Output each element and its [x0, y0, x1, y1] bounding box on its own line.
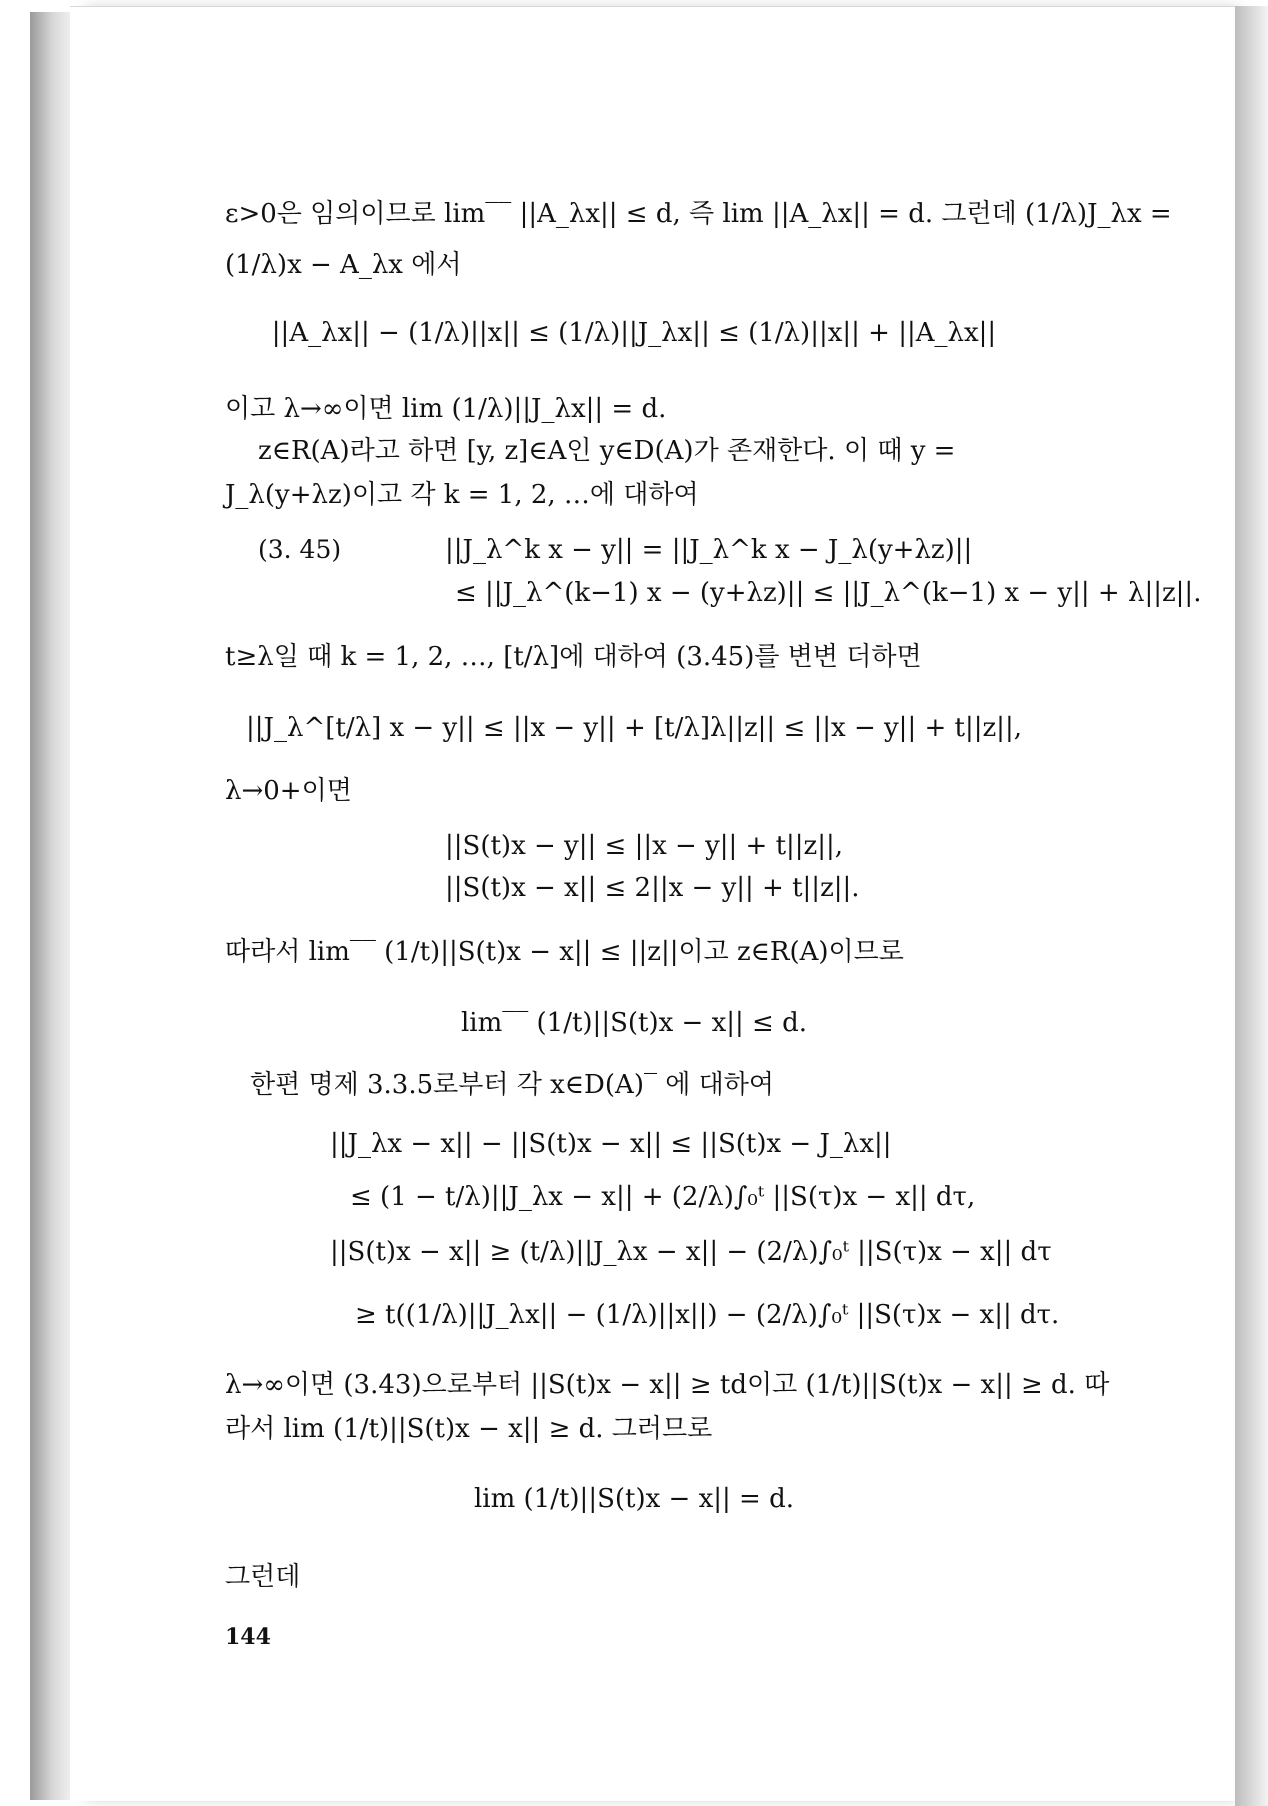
- equation-line: ||S(t)x − x|| ≤ 2||x − y|| + t||z||.: [445, 873, 860, 903]
- text-line: J_λ(y+λz)이고 각 k = 1, 2, …에 대하여: [225, 480, 699, 510]
- equation-line: ≤ ||J_λ^(k−1) x − (y+λz)|| ≤ ||J_λ^(k−1) x − y|| + λ||z||.: [455, 578, 1202, 608]
- text-line: t≥λ일 때 k = 1, 2, …, [t/λ]에 대하여 (3.45)를 변변 더하면: [225, 642, 922, 672]
- text-line: z∈R(A)라고 하면 [y, z]∈A인 y∈D(A)가 존재한다. 이 때 y =: [258, 436, 956, 466]
- text-line: ε>0은 임의이므로 lim‾‾ ||A_λx|| ≤ d, 즉 lim ||A_λx|| = d. 그런데 (1/λ)J_λx =: [225, 199, 1172, 229]
- equation-line: ||A_λx|| − (1/λ)||x|| ≤ (1/λ)||J_λx|| ≤ (1/λ)||x|| + ||A_λx||: [271, 318, 997, 348]
- text-line: (1/λ)x − A_λx 에서: [225, 250, 462, 280]
- text-line: 따라서 lim‾‾ (1/t)||S(t)x − x|| ≤ ||z||이고 z∈R(A)이므로: [225, 937, 904, 967]
- equation-line: ||J_λ^[t/λ] x − y|| ≤ ||x − y|| + [t/λ]λ||z|| ≤ ||x − y|| + t||z||,: [246, 713, 1022, 743]
- equation-line: ||S(t)x − x|| ≥ (t/λ)||J_λx − x|| − (2/λ)∫₀ᵗ ||S(τ)x − x|| dτ: [330, 1237, 1052, 1267]
- text-line: λ→∞이면 (3.43)으로부터 ||S(t)x − x|| ≥ td이고 (1/t)||S(t)x − x|| ≥ d. 따: [225, 1370, 1110, 1400]
- equation-label: (3. 45): [258, 535, 342, 564]
- text-line: 한편 명제 3.3.5로부터 각 x∈D(A)‾ 에 대하여: [250, 1070, 774, 1100]
- equation-line: lim (1/t)||S(t)x − x|| = d.: [473, 1484, 795, 1514]
- text-line: λ→0+이면: [225, 776, 352, 806]
- equation-line: ||J_λ^k x − y|| = ||J_λ^k x − J_λ(y+λz)||: [445, 535, 973, 565]
- text-line: 이고 λ→∞이면 lim (1/λ)||J_λx|| = d.: [225, 394, 667, 424]
- equation-line: ||J_λx − x|| − ||S(t)x − x|| ≤ ||S(t)x − J_λx||: [330, 1129, 892, 1159]
- text-line: 라서 lim (1/t)||S(t)x − x|| ≥ d. 그러므로: [225, 1414, 713, 1444]
- equation-line: lim‾‾ (1/t)||S(t)x − x|| ≤ d.: [460, 1008, 808, 1038]
- page-number: 144: [225, 1624, 271, 1650]
- book-spine-shadow: [30, 12, 70, 1800]
- equation-line: ≥ t((1/λ)||J_λx|| − (1/λ)||x||) − (2/λ)∫₀ᵗ ||S(τ)x − x|| dτ.: [355, 1300, 1060, 1330]
- equation-line: ||S(t)x − y|| ≤ ||x − y|| + t||z||,: [445, 831, 844, 861]
- text-line: 그런데: [225, 1562, 301, 1592]
- page-edge-shadow: [1235, 6, 1268, 1806]
- equation-line: ≤ (1 − t/λ)||J_λx − x|| + (2/λ)∫₀ᵗ ||S(τ)x − x|| dτ,: [350, 1182, 976, 1212]
